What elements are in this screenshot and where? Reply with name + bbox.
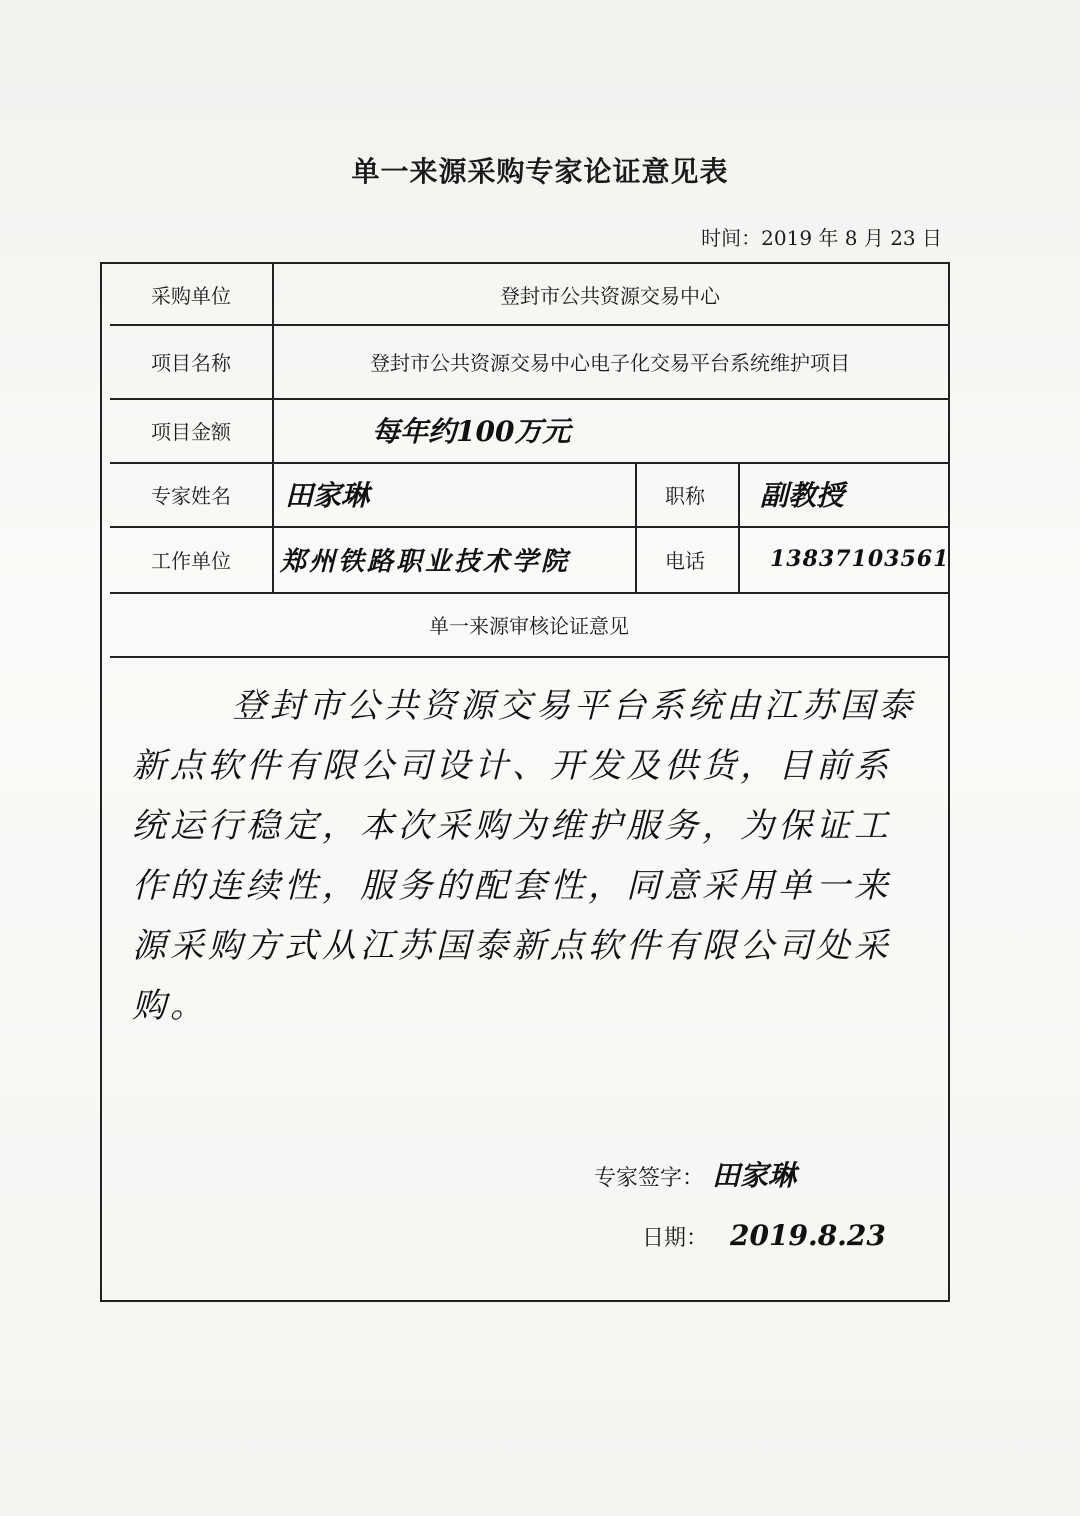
expert-name-label: 专家姓名 — [151, 483, 231, 508]
row-expert — [110, 462, 948, 528]
project-name-value: 登封市公共资源交易中心电子化交易平台系统维护项目 — [370, 350, 850, 375]
phone-handwritten: 13837103561 — [770, 546, 950, 572]
purchaser-label: 采购单位 — [151, 283, 231, 308]
signature-label: 专家签字： — [594, 1166, 705, 1191]
sign-date-line — [642, 1219, 886, 1252]
sign-date-handwritten: 2019.8.23 — [730, 1219, 886, 1252]
workplace-label: 工作单位 — [151, 548, 231, 573]
signature-line — [594, 1154, 796, 1194]
row-purchaser — [110, 264, 948, 326]
purchaser-value: 登封市公共资源交易中心 — [500, 283, 720, 308]
document-date: 时间：2019 年 8 月 23 日 — [701, 226, 942, 250]
row-amount — [110, 398, 948, 464]
sign-date-label: 日期： — [642, 1226, 709, 1251]
row-workplace — [110, 526, 948, 594]
workplace-handwritten: 郑州铁路职业技术学院 — [280, 546, 571, 577]
amount-label: 项目金额 — [151, 419, 231, 444]
project-name-label: 项目名称 — [151, 350, 231, 375]
row-project-name — [110, 324, 948, 400]
form-table — [100, 262, 950, 1302]
opinion-header: 单一来源审核论证意见 — [429, 613, 629, 638]
expert-name-handwritten: 田家琳 — [285, 479, 370, 512]
opinion-handwritten — [132, 676, 922, 1036]
amount-handwritten: 每年约100万元 — [372, 415, 571, 448]
row-opinion-header — [110, 592, 948, 658]
job-title-handwritten: 副教授 — [760, 479, 845, 512]
signature-handwritten: 田家琳 — [712, 1159, 797, 1192]
phone-label: 电话 — [665, 548, 705, 573]
job-title-label: 职称 — [665, 483, 705, 508]
opinion-text: 登封市公共资源交易平台系统由江苏国泰新点软件有限公司设计、开发及供货，目前系统运行稳定，本次采购为维护服务，为保证工作的连续性，服务的配套性，同意采用单一来源采购方式从江苏国泰新点软件有限公司处采购。 — [132, 686, 916, 1026]
page-title: 单一来源采购专家论证意见表 — [351, 155, 729, 188]
